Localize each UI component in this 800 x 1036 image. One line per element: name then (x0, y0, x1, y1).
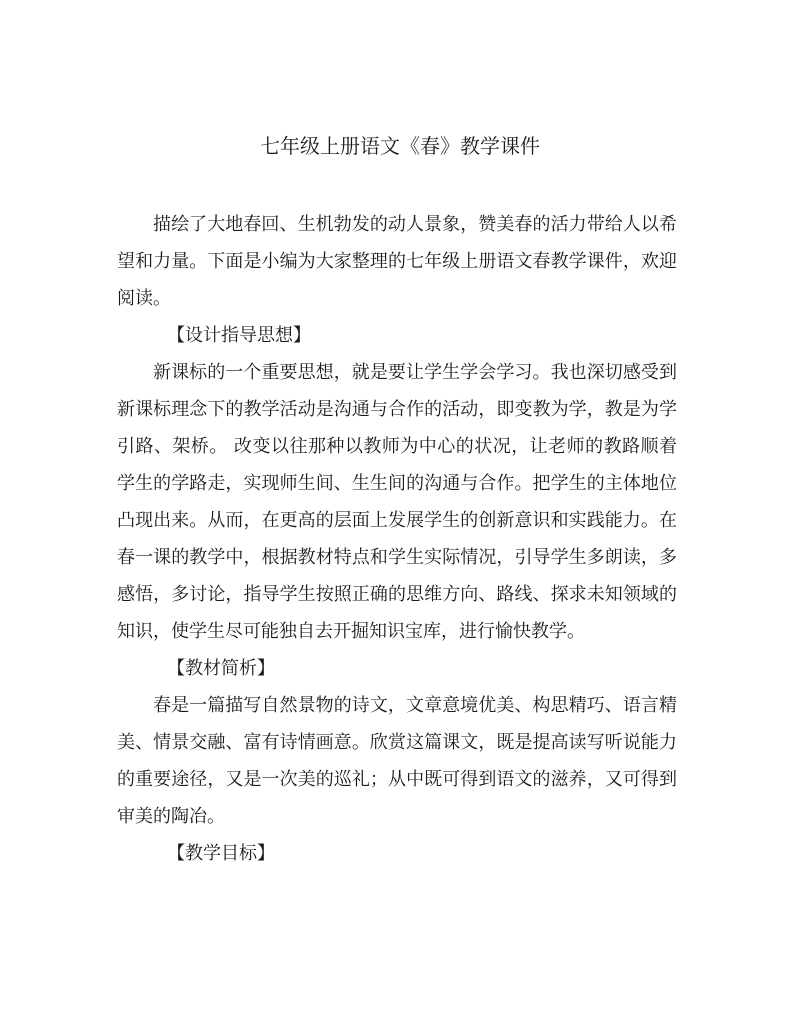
section-heading-teaching-objectives: 【教学目标】 (167, 843, 275, 864)
document-title: 七年级上册语文《春》教学课件 (260, 134, 540, 158)
intro-paragraph: 描绘了大地春回、生机勃发的动人景象，赞美春的活力带给人以希望和力量。下面是小编为大家整理的七年级上册语文春教学课件，欢迎阅读。 (117, 214, 677, 309)
section-heading-design-philosophy: 【设计指导思想】 (167, 325, 311, 346)
section-body-design-philosophy: 新课标的一个重要思想，就是要让学生学会学习。我也深切感受到新课标理念下的教学活动是沟通与合作的活动，即变教为学，教是为学引路、架桥。 改变以往那种以教师为中心的状况，让老师的教路顺着学生的学路走，实现师生间、生生间的沟通与合作。把学生的主体地位凸现出来。从而，在更高的层面上发展学生的创新意识和实践能力。在春一课的教学中，根据教材特点和学生实际情况，引导学生多朗读，多感悟，多讨论，指导学生按照正确的思维方向、路线、探求未知领域的知识，使学生尽可能独自去开掘知识宝库，进行愉快教学。 (117, 362, 677, 642)
document-body (117, 206, 677, 872)
section-heading-textbook-analysis: 【教材简析】 (167, 658, 275, 679)
section-body-textbook-analysis: 春是一篇描写自然景物的诗文，文章意境优美、构思精巧、语言精美、情景交融、富有诗情画意。欣赏这篇课文，既是提高读写听说能力的重要途径，又是一次美的巡礼；从中既可得到语文的滋养，又可得到审美的陶冶。 (117, 695, 677, 827)
